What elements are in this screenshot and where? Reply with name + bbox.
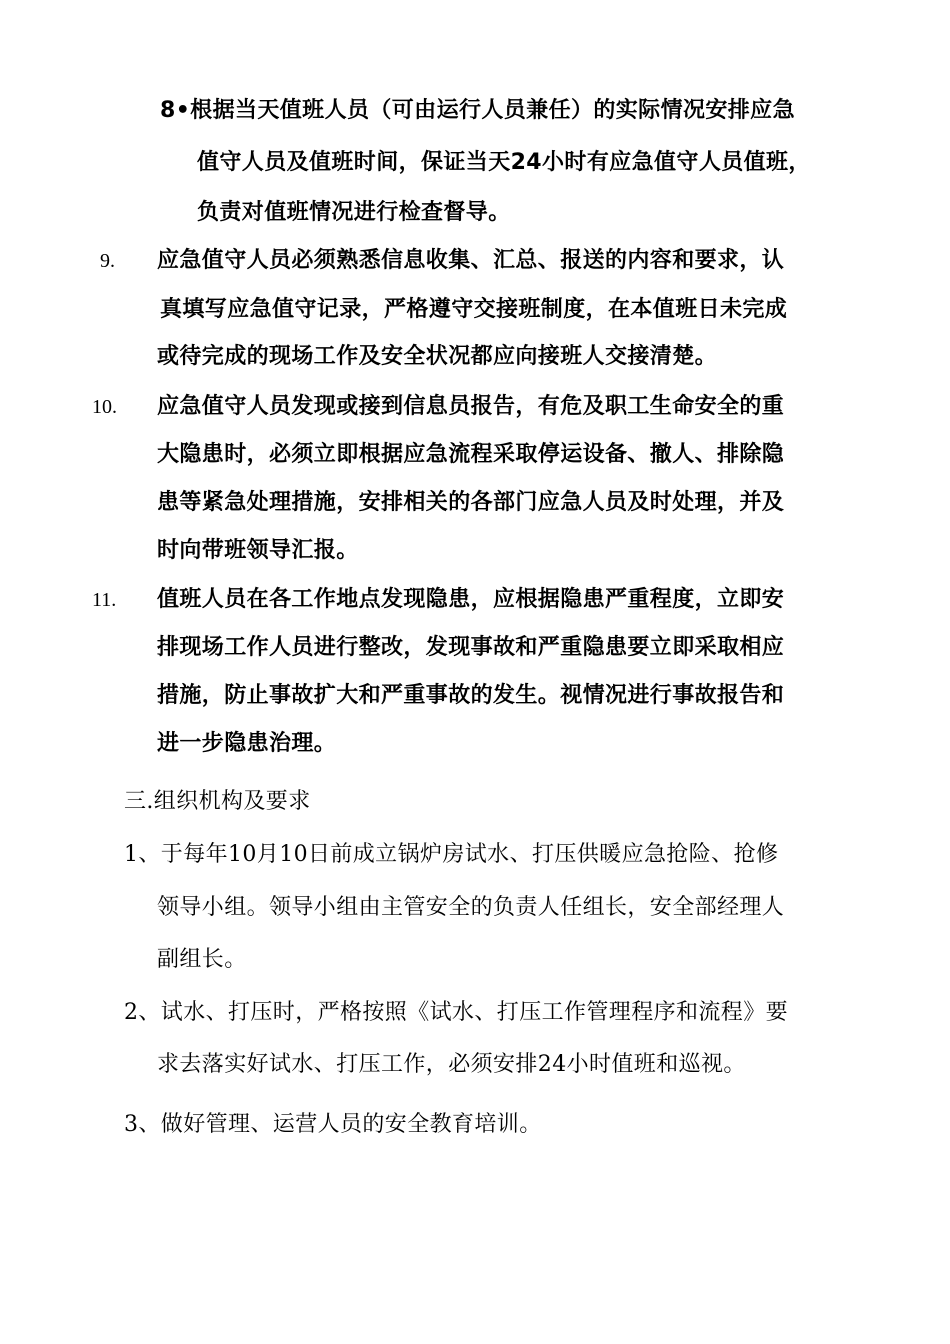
item-11-line-1: 值班人员在各工作地点发现隐患，应根据隐患严重程度，立即安 bbox=[157, 587, 785, 612]
item-9-line-3: 或待完成的现场工作及安全状况都应向接班人交接清楚。 bbox=[157, 344, 718, 369]
requirement-1-line-2: 领导小组。领导小组由主管安全的负责人任组长，安全部经理人 bbox=[157, 895, 785, 920]
item-10-line-4: 时向带班领导汇报。 bbox=[157, 538, 359, 563]
requirement-2-line-1: 2、试水、打压时，严格按照《试水、打压工作管理程序和流程》要 bbox=[124, 1000, 788, 1025]
item-11-line-3: 措施，防止事故扩大和严重事故的发生。视情况进行事故报告和 bbox=[157, 683, 785, 708]
item-9-line-2: 真填写应急值守记录，严格遵守交接班制度，在本值班日未完成 bbox=[160, 297, 788, 322]
item-10-number: 10. bbox=[92, 396, 117, 418]
item-9-line-1: 应急值守人员必须熟悉信息收集、汇总、报送的内容和要求，认 bbox=[157, 248, 785, 273]
requirement-1-line-3: 副组长。 bbox=[157, 947, 247, 972]
item-10-line-3: 患等紧急处理措施，安排相关的各部门应急人员及时处理，并及 bbox=[157, 490, 785, 515]
item-8-line-2: 值守人员及值班时间，保证当天24小时有应急值守人员值班， bbox=[197, 150, 811, 175]
item-10-line-2: 大隐患时，必须立即根据应急流程采取停运设备、撤人、排除隐 bbox=[157, 442, 785, 467]
item-9-number: 9. bbox=[100, 250, 115, 272]
requirement-3-line-1: 3、做好管理、运营人员的安全教育培训。 bbox=[124, 1112, 542, 1137]
requirement-1-line-1: 1、于每年10月10日前成立锅炉房试水、打压供暖应急抢险、抢修 bbox=[124, 842, 779, 867]
item-11-number: 11. bbox=[92, 589, 117, 611]
item-11-line-4: 进一步隐患治理。 bbox=[157, 731, 337, 756]
section-3-heading: 三.组织机构及要求 bbox=[124, 789, 311, 814]
item-10-line-1: 应急值守人员发现或接到信息员报告，有危及职工生命安全的重 bbox=[157, 394, 785, 419]
requirement-2-line-2: 求去落实好试水、打压工作，必须安排24小时值班和巡视。 bbox=[157, 1052, 746, 1077]
item-11-line-2: 排现场工作人员进行整改，发现事故和严重隐患要立即采取相应 bbox=[157, 635, 785, 660]
item-8-line-1: 8•根据当天值班人员（可由运行人员兼任）的实际情况安排应急 bbox=[160, 98, 795, 123]
item-8-line-3: 负责对值班情况进行检查督导。 bbox=[197, 200, 511, 225]
